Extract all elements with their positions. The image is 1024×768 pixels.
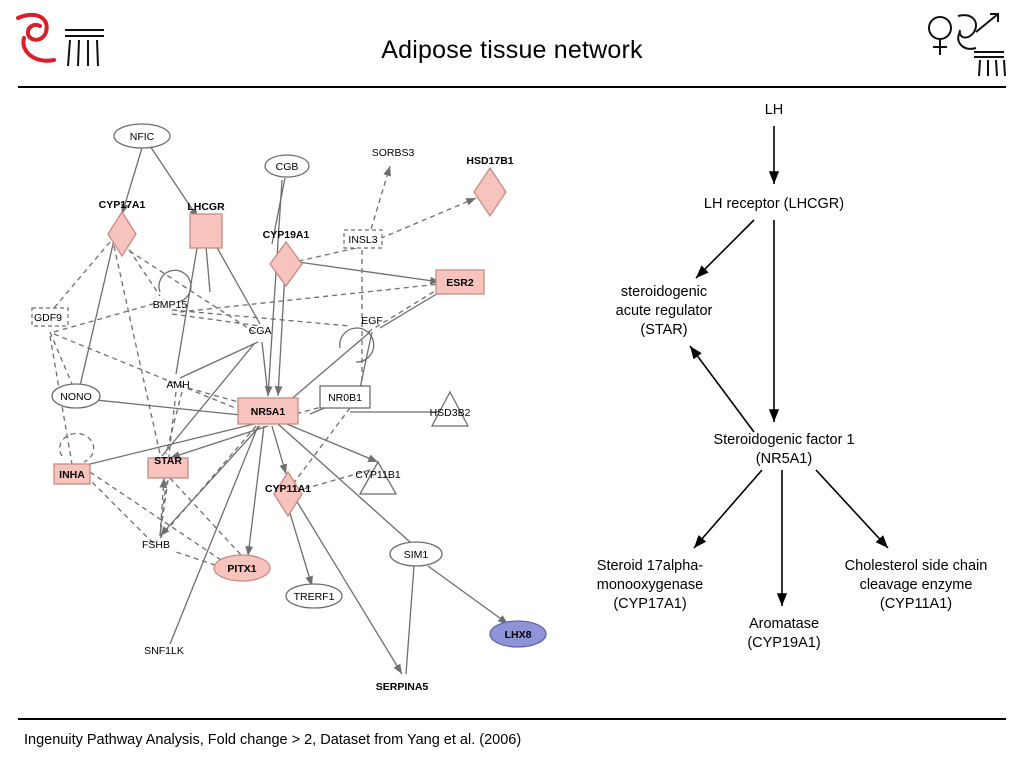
flow-node-label: LH bbox=[764, 102, 784, 118]
node-label: NR0B1 bbox=[328, 392, 362, 404]
node-label: BMP15 bbox=[152, 299, 188, 311]
network-node-trerf1[interactable] bbox=[286, 584, 342, 608]
network-node-nr5a1[interactable] bbox=[238, 398, 298, 424]
network-node-cyp11a1[interactable] bbox=[265, 472, 311, 516]
network-node-star[interactable] bbox=[148, 455, 188, 478]
node-label: NFIC bbox=[129, 131, 155, 143]
flow-edge-nr5a1-to-cyp17a1 bbox=[694, 470, 762, 548]
node-label: NR5A1 bbox=[250, 406, 286, 418]
network-node-hsd3b2[interactable] bbox=[430, 392, 471, 426]
flow-node-label: monooxygenase bbox=[596, 577, 704, 593]
node-label: CGB bbox=[275, 161, 299, 173]
node-label: LHX8 bbox=[504, 629, 532, 641]
node-label: CYP19A1 bbox=[262, 229, 310, 241]
node-label: CGA bbox=[248, 325, 272, 337]
network-node-serpina5[interactable] bbox=[376, 681, 429, 693]
node-label: FSHB bbox=[141, 539, 171, 551]
network-node-esr2[interactable] bbox=[436, 270, 484, 294]
node-label: STAR bbox=[154, 455, 182, 467]
network-node-cyp17a1[interactable] bbox=[99, 199, 146, 256]
flow-node-label: LH receptor (LHCGR) bbox=[703, 196, 845, 212]
flow-node-star[interactable] bbox=[616, 284, 713, 338]
node-label: EGF bbox=[361, 315, 383, 327]
node-label: SORBS3 bbox=[371, 147, 415, 159]
network-node-cyp11b1[interactable] bbox=[355, 462, 400, 494]
flow-node-label: acute regulator bbox=[615, 303, 713, 319]
node-label: TRERF1 bbox=[293, 591, 335, 603]
network-node-nono[interactable] bbox=[52, 384, 100, 408]
page-title: Adipose tissue network bbox=[381, 36, 643, 64]
node-label: ESR2 bbox=[446, 277, 474, 289]
node-label: HSD17B1 bbox=[466, 155, 514, 167]
node-label: SERPINA5 bbox=[375, 681, 429, 693]
node-label: PITX1 bbox=[227, 563, 257, 575]
pathway-flow-chart bbox=[568, 96, 1018, 696]
flow-node-lh[interactable] bbox=[765, 102, 784, 118]
flow-node-label: Aromatase bbox=[748, 616, 820, 632]
flow-node-label: Steroid 17alpha- bbox=[596, 558, 704, 574]
network-node-cga[interactable] bbox=[249, 325, 272, 337]
network-node-cyp19a1[interactable] bbox=[263, 229, 310, 286]
node-label: CYP17A1 bbox=[98, 199, 146, 211]
network-node-amh[interactable] bbox=[166, 379, 189, 391]
network-node-lhcgr[interactable] bbox=[187, 201, 225, 248]
node-label: LHCGR bbox=[187, 201, 225, 213]
network-node-nfic[interactable] bbox=[114, 124, 170, 148]
footer-divider bbox=[18, 718, 1006, 720]
flow-node-label: (STAR) bbox=[640, 322, 688, 338]
network-node-egf[interactable] bbox=[361, 315, 383, 327]
flow-node-label: Steroidogenic factor 1 bbox=[713, 432, 855, 448]
flow-node-label: (CYP19A1) bbox=[747, 635, 821, 651]
node-label: SNF1LK bbox=[144, 645, 184, 657]
network-node-bmp15[interactable] bbox=[153, 299, 188, 311]
header-divider bbox=[18, 86, 1006, 88]
gene-network-diagram bbox=[10, 96, 570, 706]
node-label: INSL3 bbox=[348, 234, 378, 246]
flow-node-label: (NR5A1) bbox=[755, 451, 813, 467]
node-label: SIM1 bbox=[403, 549, 429, 561]
node-label: INHA bbox=[59, 469, 85, 481]
network-node-fshb[interactable] bbox=[142, 539, 170, 551]
network-node-pitx1[interactable] bbox=[214, 555, 270, 581]
network-node-hsd17b1[interactable] bbox=[466, 155, 513, 216]
node-label: CYP11A1 bbox=[264, 483, 312, 495]
node-label: NONO bbox=[60, 391, 92, 403]
network-node-insl3[interactable] bbox=[344, 230, 382, 248]
flow-edge-nr5a1-to-star bbox=[690, 346, 754, 432]
flow-node-cyp11a1[interactable] bbox=[845, 558, 988, 612]
node-label: GDF9 bbox=[33, 312, 63, 324]
flow-node-label: steroidogenic bbox=[620, 284, 708, 300]
node-label: CYP11B1 bbox=[355, 469, 401, 481]
node-label: HSD3B2 bbox=[429, 407, 471, 419]
flow-node-cyp17a1[interactable] bbox=[597, 558, 704, 612]
flow-edge-lhcgr-to-star bbox=[696, 220, 754, 278]
flow-node-label: (CYP17A1) bbox=[613, 596, 687, 612]
flow-node-nr5a1[interactable] bbox=[713, 432, 854, 467]
network-node-cgb[interactable] bbox=[265, 155, 309, 177]
flow-node-label: cleavage enzyme bbox=[859, 577, 973, 593]
network-node-sim1[interactable] bbox=[390, 542, 442, 566]
node-label: AMH bbox=[166, 379, 190, 391]
network-node-lhx8[interactable] bbox=[490, 621, 546, 647]
network-node-inha[interactable] bbox=[54, 464, 90, 484]
network-node-nr0b1[interactable] bbox=[320, 386, 370, 408]
flow-node-lh-receptor[interactable] bbox=[704, 196, 844, 212]
flow-edge-nr5a1-to-cyp11a1 bbox=[816, 470, 888, 548]
flow-node-label: (CYP11A1) bbox=[879, 596, 953, 612]
flow-node-cyp19a1[interactable] bbox=[747, 616, 820, 651]
network-node-gdf9[interactable] bbox=[32, 308, 68, 326]
flow-node-label: Cholesterol side chain bbox=[844, 558, 988, 574]
network-node-sorbs3[interactable] bbox=[372, 147, 415, 159]
footer-caption: Ingenuity Pathway Analysis, Fold change > 2, Dataset from Yang et al. (2006) bbox=[24, 732, 522, 748]
network-node-snf1lk[interactable] bbox=[144, 645, 184, 657]
